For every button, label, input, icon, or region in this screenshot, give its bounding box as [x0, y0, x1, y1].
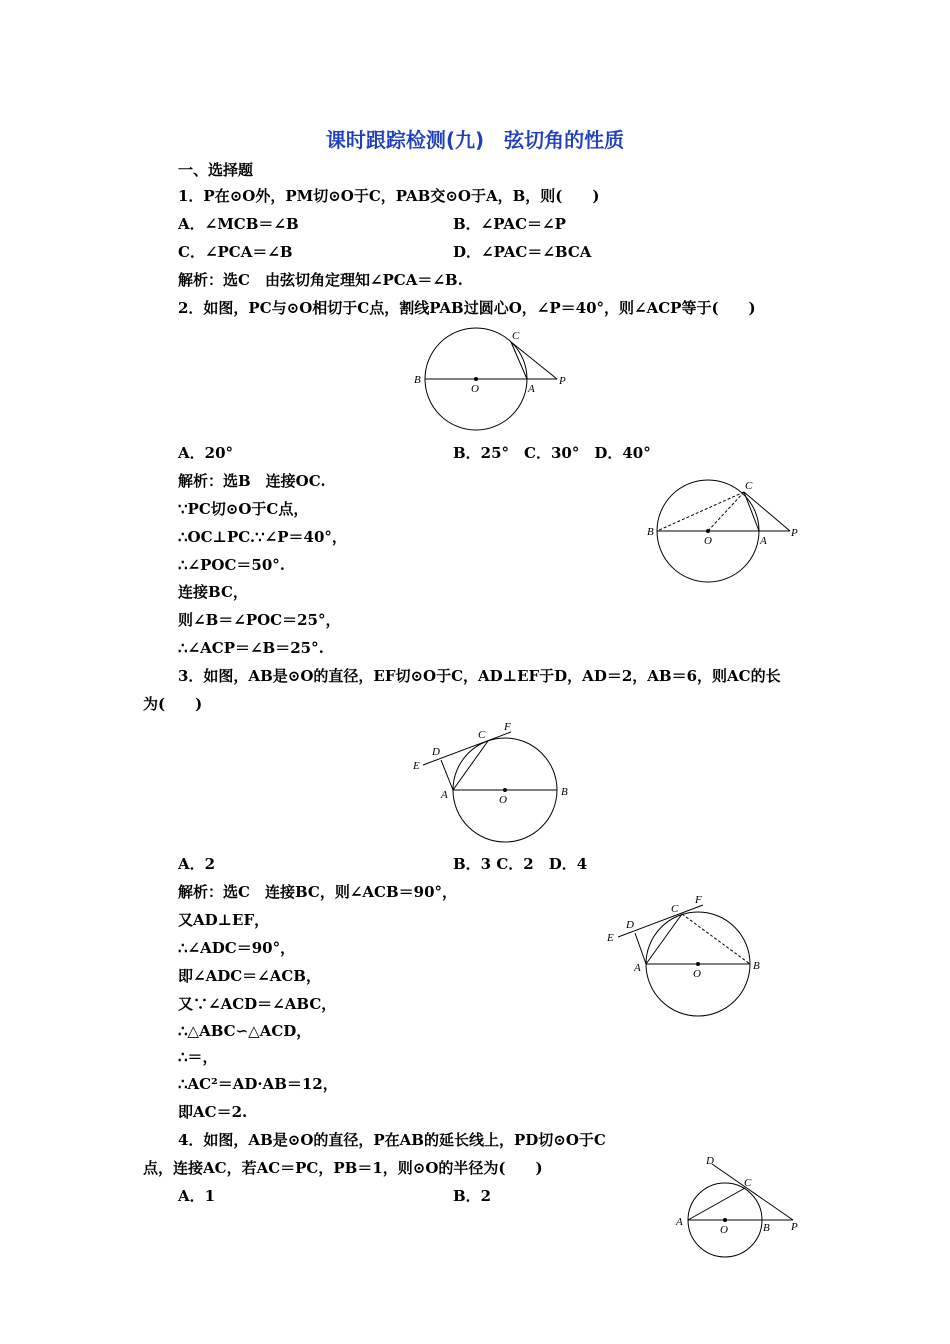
label-a: A	[441, 789, 448, 801]
label-p: P	[559, 375, 566, 387]
label-o: O	[499, 794, 507, 806]
center-point	[723, 1218, 727, 1222]
tangent-line	[744, 492, 790, 531]
q3-analysis-line: 解析：选C 连接BC，则∠ACB＝90°，	[178, 883, 458, 901]
label-a: A	[634, 962, 641, 974]
label-c: C	[745, 480, 753, 492]
q3-figure	[405, 718, 575, 846]
q1-analysis: 解析：选C 由弦切角定理知∠PCA＝∠B.	[178, 271, 463, 289]
segment-ad	[441, 760, 453, 790]
q2-analysis-line: 则∠B＝∠POC＝25°，	[178, 611, 341, 629]
label-c: C	[744, 1177, 752, 1189]
segment-ad	[635, 933, 646, 964]
label-b: B	[753, 960, 760, 972]
q2-analysis-line: ∴∠ACP＝∠B＝25°.	[178, 639, 324, 657]
label-a: A	[676, 1216, 683, 1228]
label-e: E	[413, 760, 420, 772]
q2-analysis-line: ∵PC切⊙O于C点，	[178, 500, 309, 518]
q3-analysis-line: 又AD⊥EF，	[178, 911, 270, 929]
q1-option-c: C．∠PCA＝∠B	[178, 243, 293, 261]
page-title: 课时跟踪检测(九) 弦切角的性质	[325, 128, 625, 152]
q1-option-a: A．∠MCB＝∠B	[178, 215, 299, 233]
q3-stem: 3．如图，AB是⊙O的直径，EF切⊙O于C，AD⊥EF于D，AD＝2，AB＝6，则AC的长	[178, 667, 781, 685]
q2-solution-figure	[640, 475, 810, 587]
label-a: A	[760, 535, 767, 547]
q3-analysis-line: ∴∠ADC＝90°，	[178, 939, 296, 957]
chord-ca	[511, 342, 527, 379]
q4-stem: 4．如图，AB是⊙O的直径，P在AB的延长线上，PD切⊙O于C	[178, 1131, 606, 1149]
q4-option-a: A．1	[178, 1187, 216, 1205]
q2-analysis-line: ∴OC⊥PC.∵∠P＝40°，	[178, 528, 347, 546]
label-d: D	[432, 746, 440, 758]
q2-option-a: A．20°	[178, 444, 234, 462]
q3-analysis-line: 即AC＝2.	[178, 1103, 248, 1121]
q2-figure	[405, 322, 575, 432]
center-point	[503, 788, 507, 792]
q1-option-d: D．∠PAC＝∠BCA	[453, 243, 592, 261]
q3-analysis-line: 又∵∠ACD＝∠ABC，	[178, 995, 337, 1013]
dashed-oc	[708, 492, 744, 531]
label-o: O	[693, 968, 701, 980]
q4-option-b: B．2	[453, 1187, 492, 1205]
q3-analysis-line: ∴△ABC∽△ACD，	[178, 1022, 312, 1040]
label-c: C	[512, 330, 520, 342]
center-point	[706, 529, 710, 533]
q1-stem: 1．P在⊙O外，PM切⊙O于C，PAB交⊙O于A，B，则( )	[178, 187, 600, 205]
label-p: P	[791, 1221, 798, 1233]
q3-option-a: A．2	[178, 855, 216, 873]
dashed-bc	[657, 492, 744, 531]
center-point	[696, 962, 700, 966]
label-o: O	[704, 535, 712, 547]
label-d: D	[626, 919, 634, 931]
label-a: A	[528, 383, 535, 395]
label-b: B	[561, 786, 568, 798]
label-f: F	[504, 721, 511, 733]
label-c: C	[478, 729, 486, 741]
label-f: F	[695, 894, 702, 906]
label-b: B	[414, 374, 421, 386]
q3-solution-figure	[600, 893, 770, 1021]
q2-analysis-line: ∴∠POC＝50°.	[178, 556, 285, 574]
chord-ac	[646, 914, 682, 964]
q4-stem-cont: 点，连接AC，若AC＝PC，PB＝1，则⊙O的半径为( )	[143, 1159, 543, 1177]
label-e: E	[607, 932, 614, 944]
chord-ac	[688, 1188, 745, 1220]
label-c: C	[671, 903, 679, 915]
dashed-bc	[682, 914, 750, 964]
label-o: O	[471, 383, 479, 395]
chord-ac	[453, 741, 488, 790]
label-o: O	[720, 1224, 728, 1236]
q3-stem-cont: 为( )	[143, 695, 203, 713]
q3-analysis-line: ∴＝，	[178, 1048, 218, 1066]
tangent-line	[511, 342, 557, 379]
label-b: B	[763, 1222, 770, 1234]
label-d: D	[706, 1155, 714, 1167]
label-b: B	[647, 526, 654, 538]
q1-option-b: B．∠PAC＝∠P	[453, 215, 566, 233]
q2-analysis-line: 解析：选B 连接OC.	[178, 472, 326, 490]
center-point	[474, 377, 478, 381]
q2-analysis-line: 连接BC，	[178, 583, 248, 601]
q4-figure	[672, 1150, 812, 1262]
q3-analysis-line: 即∠ADC＝∠ACB，	[178, 967, 321, 985]
q2-option-bcd: B．25° C．30° D．40°	[453, 444, 651, 462]
q2-stem: 2．如图，PC与⊙O相切于C点，割线PAB过圆心O，∠P＝40°，则∠ACP等于( )	[178, 299, 756, 317]
tangent-pd	[712, 1164, 793, 1220]
section-heading: 一、选择题	[178, 161, 254, 179]
q3-analysis-line: ∴AC²＝AD·AB＝12，	[178, 1075, 338, 1093]
label-p: P	[791, 527, 798, 539]
q3-option-bcd: B．3 C．2 D．4	[453, 855, 588, 873]
